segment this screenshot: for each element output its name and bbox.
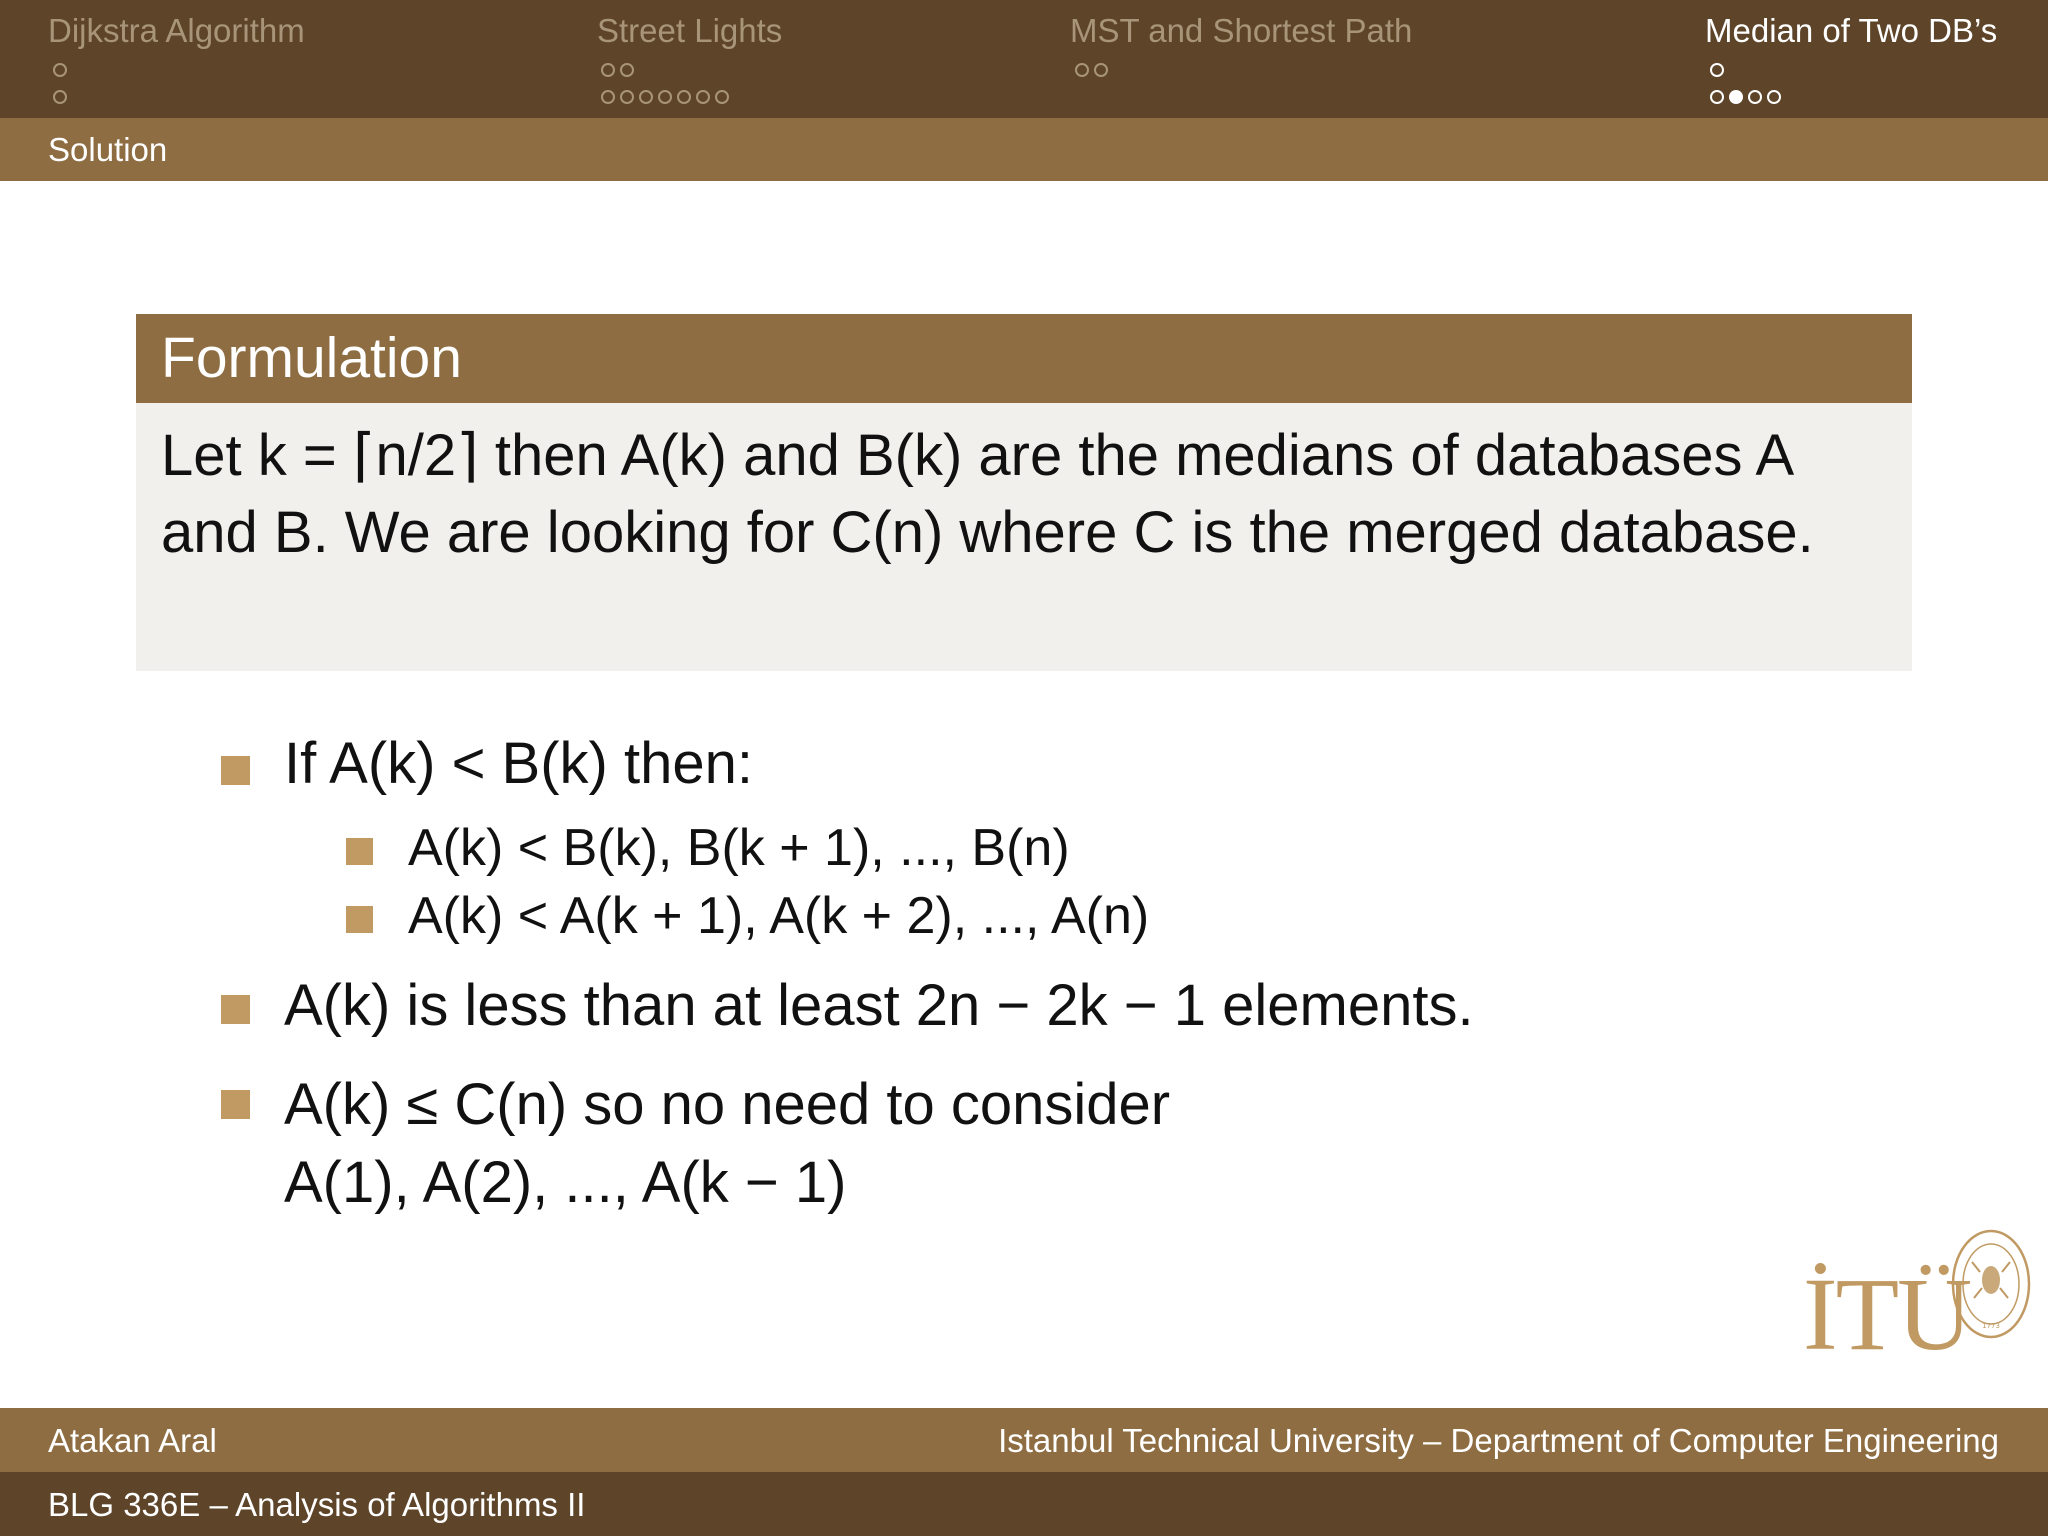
nav-dot[interactable] <box>1710 90 1724 104</box>
footer-course: BLG 336E – Analysis of Algorithms II <box>48 1486 586 1523</box>
nav-dots-dijkstra-1[interactable] <box>53 63 67 77</box>
svg-text:1773: 1773 <box>1982 1322 2000 1330</box>
nav-dot[interactable] <box>1710 63 1724 77</box>
nav-dot-current[interactable] <box>1729 90 1743 104</box>
subsection-title: Solution <box>48 131 168 168</box>
university-seal-icon <box>1950 1228 2032 1340</box>
nav-dot[interactable] <box>696 90 710 104</box>
bullet-item-3: A(k) ≤ C(n) so no need to consider A(1), A(2), ..., A(k − 1) <box>284 1072 1171 1215</box>
nav-section-street-lights[interactable]: Street Lights <box>597 12 783 49</box>
nav-dot[interactable] <box>677 90 691 104</box>
nav-dot[interactable] <box>639 90 653 104</box>
sub-bullet-marker <box>346 838 373 865</box>
footer-author: Atakan Aral <box>48 1422 217 1459</box>
nav-dot[interactable] <box>53 63 67 77</box>
nav-dot[interactable] <box>620 90 634 104</box>
bullet-marker <box>221 1090 250 1119</box>
nav-section-mst[interactable]: MST and Shortest Path <box>1070 12 1413 49</box>
nav-dot[interactable] <box>715 90 729 104</box>
nav-dots-street-lights-2[interactable] <box>601 90 729 104</box>
formulation-block <box>136 314 1912 671</box>
nav-dot[interactable] <box>601 63 615 77</box>
block-title: Formulation <box>136 314 1912 403</box>
subsection-bar <box>0 118 2048 181</box>
nav-section-dijkstra[interactable]: Dijkstra Algorithm <box>48 12 305 49</box>
nav-dot[interactable] <box>1767 90 1781 104</box>
nav-dot[interactable] <box>1094 63 1108 77</box>
block-text: Let k = ⌈n/2⌉ then A(k) and B(k) are the medians of databases A and B. We are looking for C(n) where C is the merged database. <box>161 423 1814 565</box>
bullet-item-2: A(k) is less than at least 2n − 2k − 1 elements. <box>284 973 1474 1038</box>
nav-dots-street-lights-1[interactable] <box>601 63 634 77</box>
nav-dot[interactable] <box>620 63 634 77</box>
nav-dots-median-1[interactable] <box>1710 63 1724 77</box>
nav-dot[interactable] <box>53 90 67 104</box>
sub-bullet-item-2: A(k) < A(k + 1), A(k + 2), ..., A(n) <box>408 887 1150 945</box>
nav-dots-mst-1[interactable] <box>1075 63 1108 77</box>
nav-dots-median-2[interactable] <box>1710 90 1781 104</box>
sub-bullet-marker <box>346 906 373 933</box>
nav-dot[interactable] <box>1075 63 1089 77</box>
footer-institution: Istanbul Technical University – Department of Computer Engineering <box>998 1422 1999 1459</box>
nav-dot[interactable] <box>601 90 615 104</box>
bullet-item-1: If A(k) < B(k) then: <box>284 731 753 796</box>
block-body <box>136 403 1912 671</box>
nav-dot[interactable] <box>658 90 672 104</box>
itu-logo: İTÜ <box>1803 1257 1971 1372</box>
bullet-marker <box>221 756 250 785</box>
nav-dots-dijkstra-2[interactable] <box>53 90 67 104</box>
sub-bullet-item-1: A(k) < B(k), B(k + 1), ..., B(n) <box>408 819 1070 877</box>
nav-section-median[interactable]: Median of Two DB’s <box>1705 12 1998 49</box>
nav-dot[interactable] <box>1748 90 1762 104</box>
bullet-marker <box>221 995 250 1024</box>
